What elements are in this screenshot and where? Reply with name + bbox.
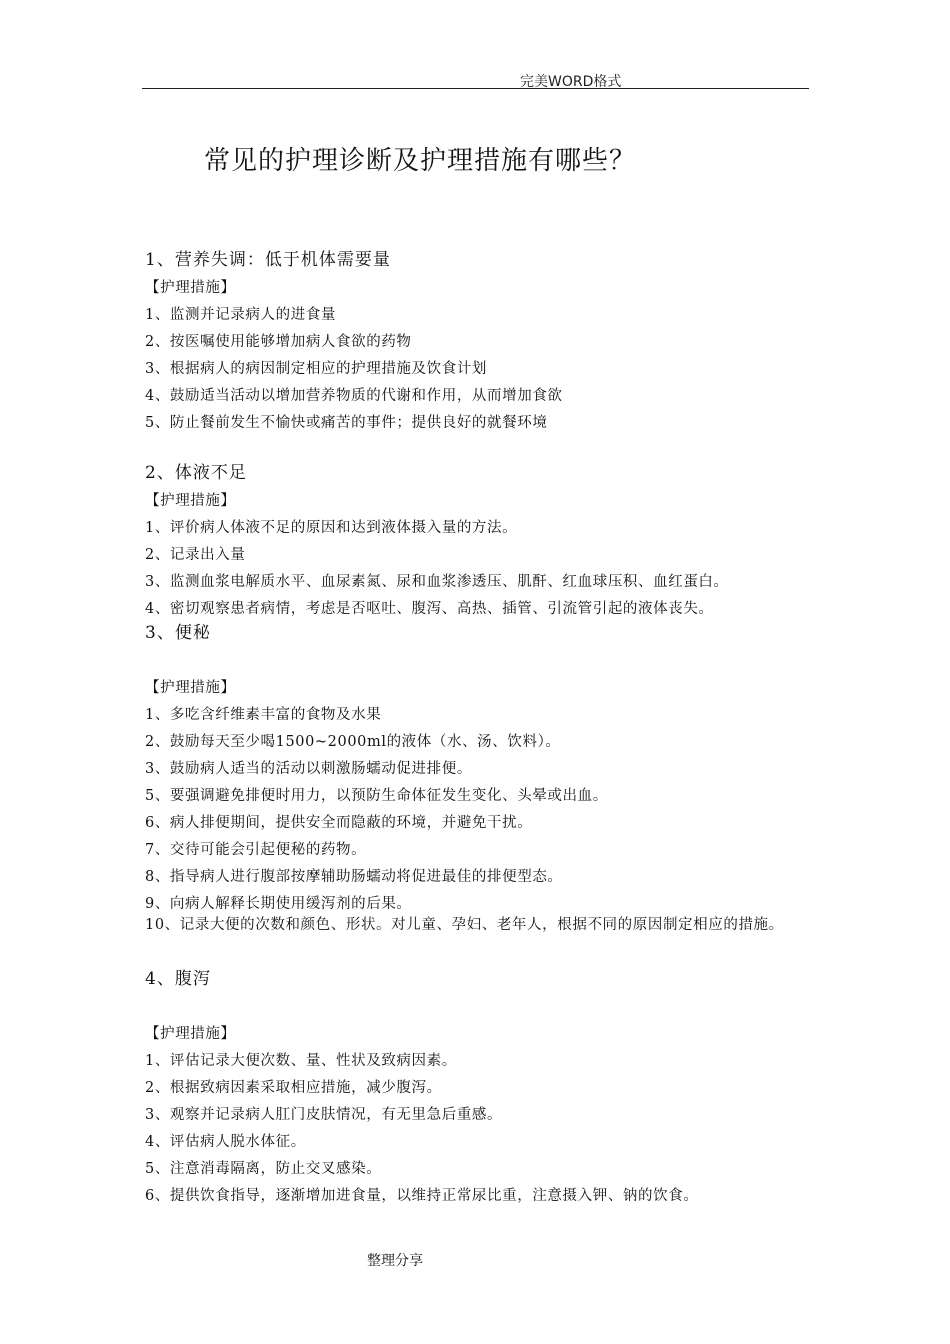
- list-item: 8、指导病人进行腹部按摩辅助肠蠕动将促进最佳的排便型态。: [145, 869, 563, 885]
- list-item: 2、记录出入量: [145, 547, 246, 563]
- page-header-text: 完美WORD格式: [520, 74, 622, 90]
- page-title: 常见的护理诊断及护理措施有哪些？: [204, 146, 637, 176]
- list-item: 6、病人排便期间，提供安全而隐蔽的环境，并避免干扰。: [145, 815, 533, 831]
- measures-label: 【护理措施】: [145, 280, 236, 296]
- list-item: 5、要强调避免排便时用力，以预防生命体征发生变化、头晕或出血。: [145, 788, 608, 804]
- list-item: 1、评估记录大便次数、量、性状及致病因素。: [145, 1053, 457, 1069]
- list-item: 2、根据致病因素采取相应措施，减少腹泻。: [145, 1080, 442, 1096]
- list-item: 6、提供饮食指导，逐渐增加进食量，以维持正常尿比重，注意摄入钾、钠的饮食。: [145, 1188, 699, 1204]
- list-item: 3、观察并记录病人肛门皮肤情况，有无里急后重感。: [145, 1107, 503, 1123]
- section-heading: 4、腹泻: [145, 969, 211, 989]
- list-item: 2、按医嘱使用能够增加病人食欲的药物: [145, 334, 412, 350]
- header-divider: [142, 88, 809, 89]
- measures-label: 【护理措施】: [145, 493, 236, 509]
- list-item: 1、多吃含纤维素丰富的食物及水果: [145, 707, 382, 723]
- page-footer-text: 整理分享: [367, 1253, 423, 1269]
- list-item: 5、注意消毒隔离，防止交叉感染。: [145, 1161, 382, 1177]
- list-item: 7、交待可能会引起便秘的药物。: [145, 842, 367, 858]
- list-item: 5、防止餐前发生不愉快或痛苦的事件；提供良好的就餐环境: [145, 415, 548, 431]
- list-item: 10、记录大便的次数和颜色、形状。对儿童、孕妇、老年人，根据不同的原因制定相应的措施。: [145, 917, 784, 933]
- list-item: 9、向病人解释长期使用缓泻剂的后果。: [145, 896, 412, 912]
- section-heading: 1、营养失调：低于机体需要量: [145, 250, 391, 270]
- list-item: 3、监测血浆电解质水平、血尿素氮、尿和血浆渗透压、肌酐、红血球压积、血红蛋白。: [145, 574, 729, 590]
- section-heading: 2、体液不足: [145, 463, 247, 483]
- list-item: 4、鼓励适当活动以增加营养物质的代谢和作用，从而增加食欲: [145, 388, 563, 404]
- measures-label: 【护理措施】: [145, 680, 236, 696]
- section-heading: 3、便秘: [145, 623, 211, 643]
- measures-label: 【护理措施】: [145, 1026, 236, 1042]
- list-item: 1、监测并记录病人的进食量: [145, 307, 337, 323]
- list-item: 2、鼓励每天至少喝1500~2000ml的液体（水、汤、饮料）。: [145, 734, 561, 750]
- list-item: 4、密切观察患者病情，考虑是否呕吐、腹泻、高热、插管、引流管引起的液体丧失。: [145, 601, 714, 617]
- list-item: 4、评估病人脱水体征。: [145, 1134, 306, 1150]
- list-item: 3、鼓励病人适当的活动以刺激肠蠕动促进排便。: [145, 761, 472, 777]
- list-item: 1、评价病人体液不足的原因和达到液体摄入量的方法。: [145, 520, 518, 536]
- list-item: 3、根据病人的病因制定相应的护理措施及饮食计划: [145, 361, 488, 377]
